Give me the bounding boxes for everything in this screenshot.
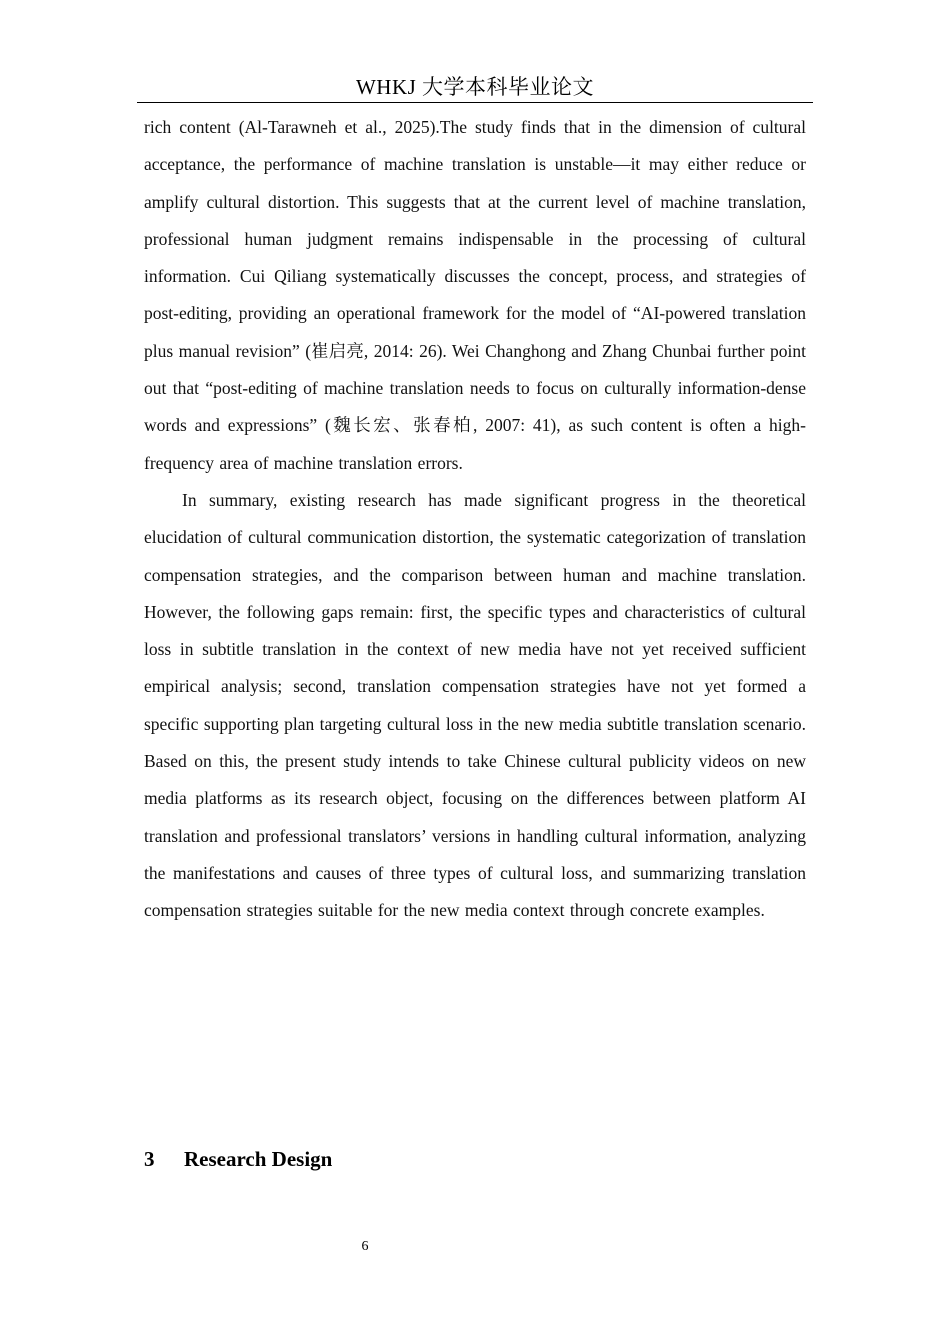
section-number: 3 (144, 1147, 155, 1171)
section-heading (144, 1140, 332, 1178)
paragraph-continued: rich content (Al-Tarawneh et al., 2025).The study finds that in the dimension of cultural acceptance, the performance of machine translation is unstable—it may either reduce or amplify cultural distortion. This suggests that at the current level of machine translation, professional human judgment remains indispensable in the processing of cultural information. Cui Qiliang systematically discusses the concept, process, and strategies of post-editing, providing an operational framework for the model of “AI-powered translation plus manual revision” (崔启亮, 2014: 26). Wei Changhong and Zhang Chunbai further point out that “post-editing of machine translation needs to focus on culturally information-dense words and expressions” (魏长宏、张春柏, 2007: 41), as such content is often a high-frequency area of machine translation errors. (144, 117, 806, 473)
paragraph-summary: In summary, existing research has made significant progress in the theoretical elucidation of cultural communication distortion, the systematic categorization of translation compensation strategies, and the comparison between human and machine translation. However, the following gaps remain: first, the specific types and characteristics of cultural loss in subtitle translation in the context of new media have not yet received sufficient empirical analysis; second, translation compensation strategies have not yet formed a specific supporting plan targeting cultural loss in the new media subtitle translation scenario. Based on this, the present study intends to take Chinese cultural publicity videos on new media platforms as its research object, focusing on the differences between platform AI translation and professional translators’ versions in handling cultural information, analyzing the manifestations and causes of three types of cultural loss, and summarizing translation compensation strategies suitable for the new media context through concrete examples. (144, 489, 806, 921)
section-title: Research Design (184, 1147, 333, 1171)
body-text (144, 109, 806, 930)
thesis-header-title: WHKJ 大学本科毕业论文 (355, 75, 595, 99)
page-header (137, 72, 813, 103)
page-number: 6 (361, 1239, 369, 1254)
